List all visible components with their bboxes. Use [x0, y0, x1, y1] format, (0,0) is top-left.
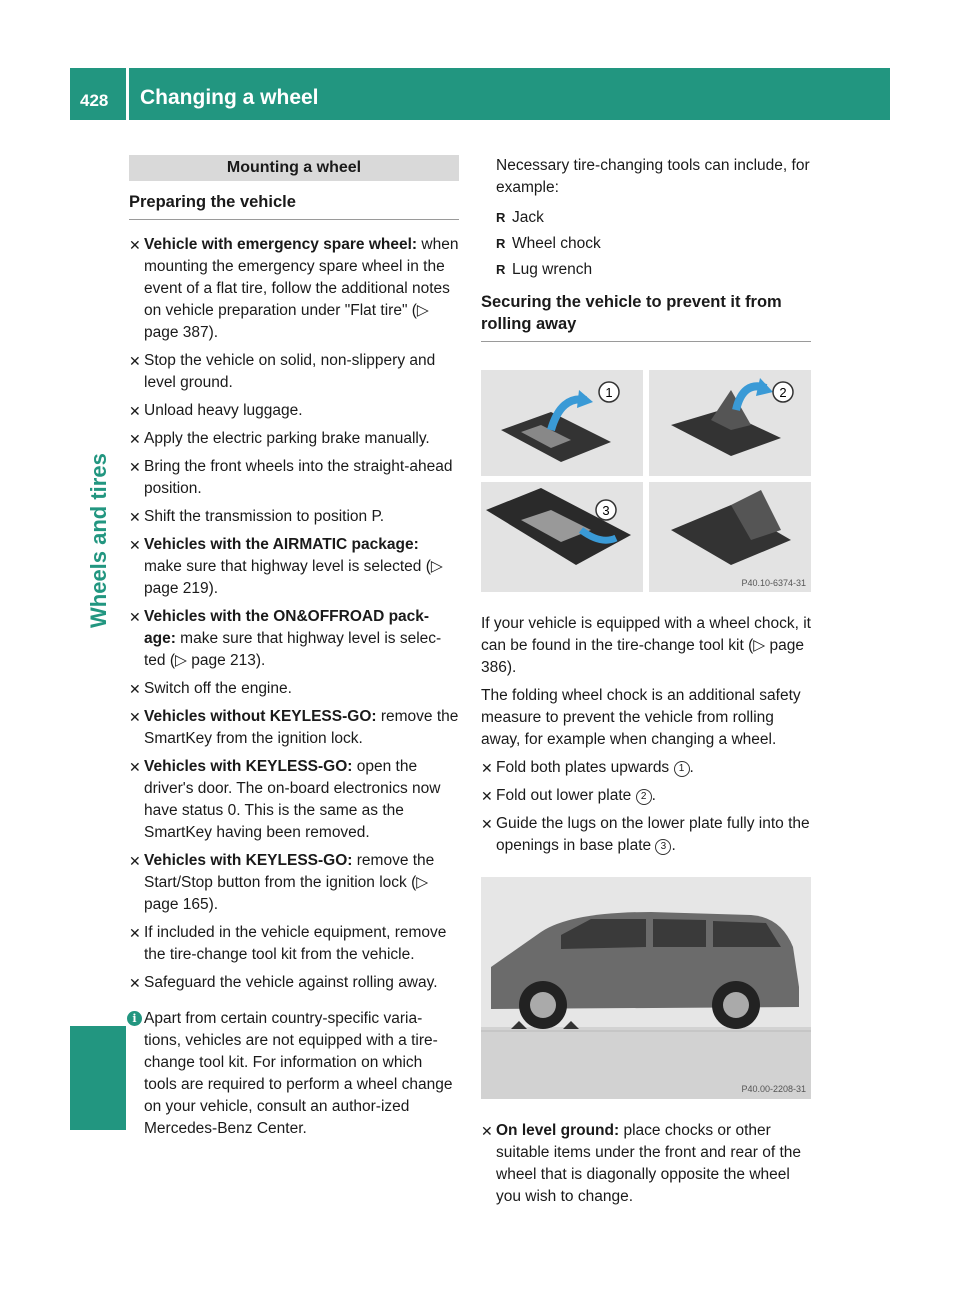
callout-ref-icon: 3	[655, 839, 671, 855]
step-marker-icon: ✕	[481, 788, 493, 804]
list-item: R Wheel chock	[496, 233, 811, 255]
callout-3-label: 3	[602, 503, 610, 518]
step-marker-icon: ✕	[129, 975, 141, 991]
step-marker-icon: ✕	[129, 681, 141, 697]
right-column	[481, 155, 811, 1214]
page-number: 428	[80, 91, 109, 110]
step-marker-icon: ✕	[129, 403, 141, 419]
step-item: ✕ Vehicles with the ON&OFFROAD pack-age: make sure that highway level is selec-ted (▷ page 213).	[129, 608, 442, 669]
vehicle-figure	[481, 877, 811, 1099]
list-item: R Lug wrench	[496, 259, 811, 281]
step-marker-icon: ✕	[129, 237, 141, 253]
step-item: ✕ Switch off the engine.	[129, 678, 459, 700]
step-item: ✕ Stop the vehicle on solid, non-slippery and level ground.	[129, 352, 436, 391]
step-item: ✕ Fold out lower plate 2 .	[481, 785, 811, 807]
step-marker-icon: ✕	[129, 459, 141, 475]
wheel-chock-figure	[481, 370, 811, 592]
subhead-securing: Securing the vehicle to prevent it from rolling away	[481, 291, 811, 342]
step-marker-icon: ✕	[129, 431, 141, 447]
step-marker-icon: ✕	[129, 709, 141, 725]
step-marker-icon: ✕	[129, 925, 141, 941]
step-item: ✕ Vehicle with emergency spare wheel: when mounting the emergency spare wheel in the event of a flat tire, follow the additional notes on vehicle preparation under "Flat tire" (▷ page 387).	[129, 236, 459, 341]
callout-2-label: 2	[779, 385, 787, 400]
preparation-steps	[129, 234, 459, 994]
step-item: ✕ Shift the transmission to position P.	[129, 506, 459, 528]
step-marker-icon: ✕	[129, 509, 141, 525]
page-title: Changing a wheel	[140, 86, 319, 109]
final-steps	[481, 1120, 811, 1208]
callout-1-label: 1	[605, 385, 613, 400]
bullet-r-icon: R	[496, 236, 506, 251]
step-item: ✕ Guide the lugs on the lower plate fully into the openings in base plate 3 .	[481, 815, 810, 854]
left-column	[129, 155, 459, 1140]
step-marker-icon: ✕	[129, 853, 141, 869]
header-divider	[126, 68, 129, 120]
step-marker-icon: ✕	[129, 537, 141, 553]
subhead-preparing: Preparing the vehicle	[129, 191, 459, 220]
step-item: ✕ If included in the vehicle equipment, remove the tire-change tool kit from the vehicle.	[129, 924, 447, 963]
side-tab	[80, 168, 120, 628]
step-item: ✕ Vehicles with the AIRMATIC package: make sure that highway level is selected (▷ page 219).	[129, 536, 443, 597]
step-item: ✕ Bring the front wheels into the straight-ahead position.	[129, 458, 453, 497]
step-marker-icon: ✕	[129, 353, 141, 369]
callout-ref-icon: 1	[674, 761, 690, 777]
step-item: ✕ On level ground: place chocks or other suitable items under the front and rear of the wheel that is diagonally opposite the wheel you wish to change.	[481, 1122, 802, 1205]
section-title: Mounting a wheel	[129, 155, 459, 181]
paragraph: If your vehicle is equipped with a wheel chock, it can be found in the tire-change tool kit (▷ page 386).	[481, 615, 811, 676]
info-note: i Apart from certain country-specific varia-tions, vehicles are not equipped with a tire-change tool kit. For information on which tools are required to perform a wheel change on your vehicle, consult an author-ized Mercedes-Benz Center.	[129, 1008, 459, 1140]
paragraph: The folding wheel chock is an additional safety measure to prevent the vehicle from rolling away, for example when changing a wheel.	[481, 687, 801, 748]
step-marker-icon: ✕	[481, 816, 493, 832]
step-item: ✕ Safeguard the vehicle against rolling away.	[129, 972, 459, 994]
step-item: ✕ Fold both plates upwards 1 .	[481, 757, 811, 779]
figure-code: P40.00-2208-31	[741, 1084, 806, 1094]
side-tab-block	[70, 1026, 126, 1130]
list-item: R Jack	[496, 207, 811, 229]
step-marker-icon: ✕	[129, 609, 141, 625]
bullet-r-icon: R	[496, 210, 506, 225]
step-item: ✕ Unload heavy luggage.	[129, 400, 459, 422]
figure-code: P40.10-6374-31	[741, 578, 806, 588]
bullet-r-icon: R	[496, 262, 506, 277]
step-item: ✕ Vehicles with KEYLESS-GO: open the driver's door. The on-board electronics now have status 0. This is the same as the SmartKey having been removed.	[129, 758, 441, 841]
step-item: ✕ Vehicles without KEYLESS-GO: remove the SmartKey from the ignition lock.	[129, 708, 459, 747]
tools-intro: Necessary tire-changing tools can include, for example:	[496, 157, 810, 196]
step-marker-icon: ✕	[481, 760, 493, 776]
step-item: ✕ Apply the electric parking brake manually.	[129, 428, 459, 450]
chock-steps	[481, 757, 811, 857]
side-tab-label: Wheels and tires	[86, 453, 111, 628]
step-marker-icon: ✕	[481, 1123, 493, 1139]
step-item: ✕ Vehicles with KEYLESS-GO: remove the Start/Stop button from the ignition lock (▷ page 165).	[129, 852, 435, 913]
step-marker-icon: ✕	[129, 759, 141, 775]
callout-ref-icon: 2	[636, 789, 652, 805]
info-icon: i	[127, 1011, 142, 1026]
tools-list	[496, 207, 811, 281]
